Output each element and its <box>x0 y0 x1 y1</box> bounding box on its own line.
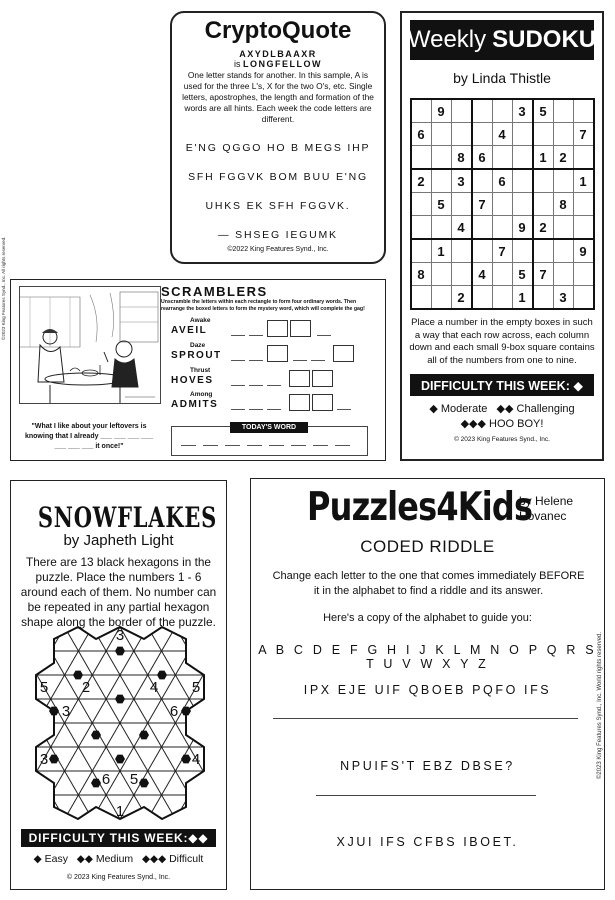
sudoku-cell[interactable] <box>411 239 432 263</box>
sudoku-cell[interactable] <box>431 169 451 193</box>
sudoku-cell[interactable] <box>451 123 472 146</box>
scramblers-caption: "What I like about your leftovers is knowing that I already ___ ___ ___ ___ ___ ___ ___ it once!" <box>24 423 153 450</box>
coded-line-2: NPUIFS'T EBZ DBSE? <box>340 759 515 773</box>
sudoku-cell[interactable] <box>431 263 451 286</box>
puzzles4kids-instructions: Change each letter to the one that comes immediately BEFORE it in the alphabet to find a riddle and its answer. <box>272 570 585 597</box>
sudoku-cell[interactable] <box>492 286 512 310</box>
sudoku-cell[interactable]: 1 <box>512 286 533 310</box>
sudoku-cell[interactable]: 3 <box>512 99 533 123</box>
cryptoquote-author: — SHSEG IEGUMK <box>218 229 338 241</box>
cryptoquote-line-1: E'NG QGGO HO B MEGS IHP <box>185 142 371 154</box>
snowflake-clue-number: 4 <box>191 751 201 768</box>
puzzles4kids-subtitle: CODED RIDDLE <box>360 537 495 556</box>
sudoku-cell[interactable] <box>492 263 512 286</box>
black-hexagon-icon <box>91 731 101 740</box>
sudoku-cell[interactable] <box>472 286 493 310</box>
sudoku-cell[interactable]: 7 <box>573 123 594 146</box>
answer-box[interactable] <box>289 394 310 411</box>
sudoku-cell[interactable] <box>411 286 432 310</box>
sudoku-cell[interactable]: 2 <box>533 216 554 240</box>
sudoku-cell[interactable] <box>573 263 594 286</box>
snowflakes-level-difficult: ◆◆◆ Difficult <box>141 853 204 865</box>
sudoku-cell[interactable] <box>451 239 472 263</box>
sudoku-cell[interactable]: 7 <box>472 193 493 216</box>
snowflake-clue-number: 6 <box>101 771 111 788</box>
sudoku-levels <box>402 402 602 432</box>
snowflake-clue-number: 2 <box>81 679 91 696</box>
snowflakes-instructions: There are 13 black hexagons in the puzzle. Place the numbers 1 - 6 around each of them. No number can be repeated in any partial hexagon shape along the border of the puzzle. <box>20 555 217 629</box>
sudoku-cell[interactable] <box>472 239 493 263</box>
snowflake-clue-number: 5 <box>191 679 201 696</box>
sudoku-cell[interactable] <box>533 123 554 146</box>
cartoon-drawing-icon <box>20 287 160 403</box>
sudoku-cell[interactable] <box>411 99 432 123</box>
todays-word-label: TODAY'S WORD <box>230 422 308 433</box>
answer-box[interactable] <box>290 320 311 337</box>
snowflake-clue-number: 6 <box>169 703 179 720</box>
sudoku-cell[interactable]: 5 <box>533 99 554 123</box>
black-hexagon-icon <box>139 731 149 740</box>
snowflake-clue-number: 5 <box>39 679 49 696</box>
snowflakes-panel <box>10 480 227 890</box>
sudoku-cell[interactable] <box>411 216 432 240</box>
sudoku-cell[interactable]: 3 <box>553 286 573 310</box>
sudoku-cell[interactable]: 1 <box>533 146 554 170</box>
sudoku-title-light: Weekly <box>407 26 487 53</box>
sudoku-cell[interactable]: 5 <box>431 193 451 216</box>
answer-box[interactable] <box>333 345 354 362</box>
sudoku-cell[interactable] <box>553 123 573 146</box>
snowflake-clue-number: 4 <box>149 679 159 696</box>
sudoku-cell[interactable] <box>451 263 472 286</box>
scramble-row <box>171 391 381 413</box>
answer-box[interactable] <box>267 320 288 337</box>
coded-line-1: IPX EJE UIF QBOEB PQFO IFS <box>303 683 552 697</box>
sudoku-cell[interactable] <box>512 146 533 170</box>
puzzles4kids-alphabet: A B C D E F G H I J K L M N O P Q R S T U V W X Y Z <box>258 643 597 671</box>
sudoku-cell[interactable] <box>472 123 493 146</box>
sudoku-level-moderate: ◆ Moderate <box>429 403 488 415</box>
sudoku-panel <box>400 11 604 461</box>
black-hexagon-icon <box>139 779 149 788</box>
black-hexagon-icon <box>181 755 191 764</box>
scramblers-title: SCRAMBLERS <box>161 284 268 299</box>
answer-line-2[interactable] <box>316 795 536 796</box>
sudoku-cell[interactable] <box>512 239 533 263</box>
snowflakes-difficulty: DIFFICULTY THIS WEEK:◆◆ <box>21 829 216 847</box>
sudoku-cell[interactable] <box>451 193 472 216</box>
scramble-word: AVEIL <box>171 325 208 336</box>
answer-box[interactable] <box>312 370 333 387</box>
sudoku-cell[interactable]: 8 <box>553 193 573 216</box>
sudoku-grid <box>410 98 595 310</box>
sudoku-cell[interactable] <box>472 216 493 240</box>
scramble-clue: Daze <box>190 342 206 349</box>
sudoku-cell[interactable] <box>533 286 554 310</box>
puzzles4kids-panel <box>250 478 605 890</box>
sudoku-cell[interactable]: 8 <box>411 263 432 286</box>
black-hexagon-icon <box>115 695 125 704</box>
snowflake-clue-number: 3 <box>39 751 49 768</box>
sudoku-cell[interactable] <box>472 169 493 193</box>
sudoku-cell[interactable]: 2 <box>451 286 472 310</box>
scramblers-side-copyright: ©2023 King Features Synd., Inc. All rights reserved. <box>1 236 6 340</box>
sudoku-cell[interactable] <box>573 286 594 310</box>
sudoku-cell[interactable] <box>431 123 451 146</box>
cryptoquote-line-2: SFH FGGVK BOM BUU E'NG <box>188 171 368 183</box>
sudoku-cell[interactable] <box>533 239 554 263</box>
sudoku-cell[interactable] <box>492 193 512 216</box>
answer-box[interactable] <box>312 394 333 411</box>
snowflakes-level-medium: ◆◆ Medium <box>76 853 134 865</box>
sudoku-cell[interactable] <box>553 239 573 263</box>
snowflakes-level-easy: ◆ Easy <box>33 853 68 865</box>
black-hexagon-icon <box>157 671 167 680</box>
sudoku-cell[interactable] <box>573 146 594 170</box>
snowflake-clue-number: 1 <box>115 803 125 820</box>
snowflakes-hex-grid <box>25 623 215 823</box>
sudoku-cell[interactable]: 6 <box>472 146 493 170</box>
sudoku-cell[interactable] <box>533 193 554 216</box>
sudoku-level-challenging: ◆◆ Challenging <box>496 403 575 415</box>
sudoku-cell[interactable]: 9 <box>573 239 594 263</box>
cryptoquote-line-3: UHKS EK SFH FGGVK. <box>205 200 351 212</box>
sudoku-cell[interactable]: 4 <box>472 263 493 286</box>
sudoku-cell[interactable] <box>512 123 533 146</box>
sudoku-cell[interactable] <box>431 286 451 310</box>
answer-box[interactable] <box>267 345 288 362</box>
sudoku-cell[interactable] <box>553 99 573 123</box>
sudoku-cell[interactable] <box>431 216 451 240</box>
sudoku-cell[interactable]: 7 <box>492 239 512 263</box>
scramble-clue: Awake <box>190 317 211 324</box>
coded-line-3: XJUI IFS CFBS IBOET. <box>336 835 519 849</box>
sudoku-cell[interactable] <box>492 216 512 240</box>
sudoku-cell[interactable]: 4 <box>492 123 512 146</box>
cryptoquote-example-code: AXYDLBAAXR <box>239 49 317 59</box>
scramble-row <box>171 367 381 389</box>
black-hexagon-icon <box>91 779 101 788</box>
black-hexagon-icon <box>115 647 125 656</box>
black-hexagon-icon <box>115 755 125 764</box>
sudoku-byline: by Linda Thistle <box>453 70 551 86</box>
scramble-row <box>171 342 381 364</box>
puzzles4kids-side-copyright: ©2023 King Features Synd., Inc. World rights reserved. <box>597 631 603 779</box>
sudoku-cell[interactable]: 5 <box>512 263 533 286</box>
cryptoquote-panel <box>170 11 386 264</box>
sudoku-cell[interactable] <box>492 146 512 170</box>
scramble-clue: Among <box>190 391 213 398</box>
snowflake-clue-number: 3 <box>115 627 125 644</box>
sudoku-cell[interactable]: 3 <box>451 169 472 193</box>
cryptoquote-title: CryptoQuote <box>204 17 352 44</box>
scramble-word: HOVES <box>171 375 214 386</box>
snowflakes-title: SNOWFLAKES <box>37 501 218 534</box>
sudoku-instructions: Place a number in the empty boxes in such a way that each row across, each column down and each small 9-box square contains all of the numbers from one to nine. <box>409 317 595 366</box>
sudoku-cell[interactable] <box>533 169 554 193</box>
scramble-clue: Thrust <box>190 367 211 374</box>
scramble-row <box>171 317 381 339</box>
sudoku-cell[interactable]: 1 <box>431 239 451 263</box>
sudoku-cell[interactable]: 8 <box>451 146 472 170</box>
sudoku-difficulty: DIFFICULTY THIS WEEK: ◆ <box>410 374 594 396</box>
puzzles4kids-logo: Puzzles4Kids <box>307 485 533 530</box>
sudoku-level-hooboy: ◆◆◆ HOO BOY! <box>460 418 544 430</box>
sudoku-cell[interactable] <box>411 146 432 170</box>
sudoku-cell[interactable] <box>492 99 512 123</box>
sudoku-cell[interactable] <box>553 216 573 240</box>
scramble-word: SPROUT <box>171 350 222 361</box>
sudoku-cell[interactable] <box>553 263 573 286</box>
sudoku-cell[interactable]: 9 <box>431 99 451 123</box>
sudoku-header <box>407 20 597 60</box>
sudoku-cell[interactable] <box>431 146 451 170</box>
puzzles4kids-byline: by Helene Hovanec <box>519 494 574 523</box>
sudoku-cell[interactable] <box>512 193 533 216</box>
cryptoquote-description: One letter stands for another. In this sample, A is used for the three L's, X for the two O's, etc. Single letters, apostrophes, the length and formation of the words are all hints. Each week the code letters are different. <box>182 70 374 124</box>
sudoku-cell[interactable] <box>512 169 533 193</box>
snowflakes-byline: by Japheth Light <box>63 532 174 549</box>
sudoku-cell[interactable]: 2 <box>411 169 432 193</box>
snowflakes-levels <box>11 853 226 865</box>
sudoku-cell[interactable]: 6 <box>492 169 512 193</box>
sudoku-cell[interactable] <box>553 169 573 193</box>
sudoku-cell[interactable]: 9 <box>512 216 533 240</box>
sudoku-cell[interactable]: 2 <box>553 146 573 170</box>
sudoku-cell[interactable] <box>573 216 594 240</box>
sudoku-cell[interactable]: 4 <box>451 216 472 240</box>
sudoku-cell[interactable] <box>573 99 594 123</box>
snowflake-clue-number: 3 <box>61 703 71 720</box>
sudoku-copyright: © 2023 King Features Synd., Inc. <box>454 436 550 443</box>
sudoku-cell[interactable] <box>411 193 432 216</box>
sudoku-cell[interactable]: 1 <box>573 169 594 193</box>
sudoku-cell[interactable] <box>451 99 472 123</box>
black-hexagon-icon <box>49 755 59 764</box>
sudoku-cell[interactable] <box>472 99 493 123</box>
sudoku-cell[interactable]: 6 <box>411 123 432 146</box>
scramblers-cartoon <box>19 286 161 404</box>
sudoku-cell[interactable]: 7 <box>533 263 554 286</box>
scramble-word: ADMITS <box>171 399 219 410</box>
answer-box[interactable] <box>289 370 310 387</box>
snowflakes-copyright: © 2023 King Features Synd., Inc. <box>66 874 171 881</box>
answer-line-1[interactable] <box>273 718 578 719</box>
scramblers-subtitle: Unscramble the letters within each rectangle to form four ordinary words. Then rearrange the boxed letters to form the mystery word, which will complete the gag! <box>161 299 365 312</box>
sudoku-title-bold: SUDOKU <box>492 26 597 53</box>
cryptoquote-example-answer: is LONGFELLOW <box>233 59 322 69</box>
snowflake-clue-number: 5 <box>129 771 139 788</box>
sudoku-cell[interactable] <box>573 193 594 216</box>
cryptoquote-copyright: ©2022 King Features Synd., Inc. <box>227 246 329 253</box>
puzzles4kids-guide: Here's a copy of the alphabet to guide you: <box>323 612 532 624</box>
